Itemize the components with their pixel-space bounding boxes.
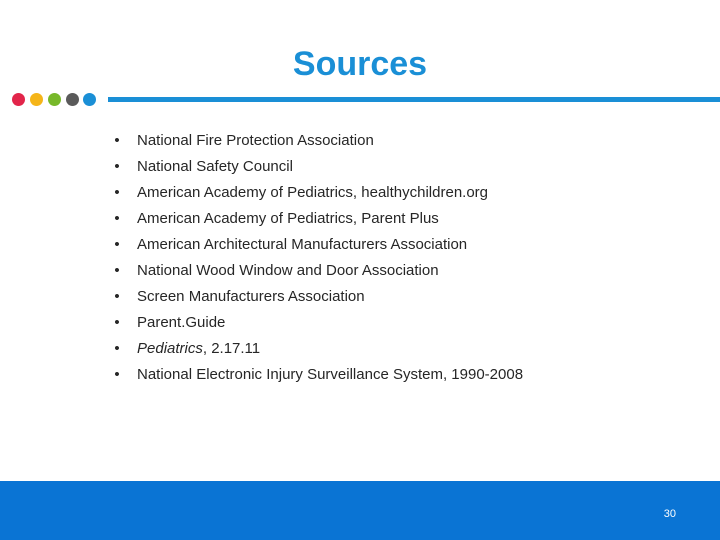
yellow-dot-icon (30, 93, 43, 106)
source-text (137, 206, 439, 232)
source-plain-text: Parent.Guide (137, 314, 226, 331)
source-plain-text: National Safety Council (137, 158, 293, 175)
source-text (137, 128, 374, 154)
source-text (137, 154, 293, 180)
source-text (137, 180, 488, 206)
source-plain-text: National Wood Window and Door Association (137, 262, 439, 279)
blue-dot-icon (83, 93, 96, 106)
source-text (137, 310, 225, 336)
bullet-icon: • (114, 184, 120, 201)
gray-dot-icon (66, 93, 79, 106)
bullet-icon: • (114, 210, 120, 227)
source-text (137, 362, 523, 388)
red-dot-icon (12, 93, 25, 106)
bullet-icon: • (114, 262, 120, 279)
source-text (137, 258, 439, 284)
page-number: 30 (663, 508, 676, 520)
source-plain-text: , 2.17.11 (202, 340, 261, 357)
bullet-icon: • (114, 132, 120, 149)
source-plain-text: National Fire Protection Association (137, 132, 374, 149)
bullet-icon: • (114, 236, 120, 253)
bullet-icon: • (114, 314, 120, 331)
green-dot-icon (48, 93, 61, 106)
title-divider (108, 97, 720, 102)
source-plain-text: Screen Manufacturers Association (137, 288, 365, 305)
bullet-icon: • (114, 158, 120, 175)
footer-bar (0, 481, 720, 540)
source-plain-text: American Academy of Pediatrics, healthychildren.org (137, 184, 489, 201)
slide-title: Sources (292, 45, 428, 83)
bullet-icon: • (114, 288, 120, 305)
source-text (137, 336, 260, 362)
source-text (137, 284, 365, 310)
source-plain-text: American Academy of Pediatrics, Parent Plus (137, 210, 439, 227)
bullet-icon: • (114, 366, 120, 383)
source-text (137, 232, 467, 258)
source-plain-text: American Architectural Manufacturers Association (137, 236, 468, 253)
bullet-icon: • (114, 340, 120, 357)
source-italic-text: Pediatrics (137, 340, 203, 357)
source-plain-text: National Electronic Injury Surveillance System, 1990-2008 (137, 366, 524, 383)
